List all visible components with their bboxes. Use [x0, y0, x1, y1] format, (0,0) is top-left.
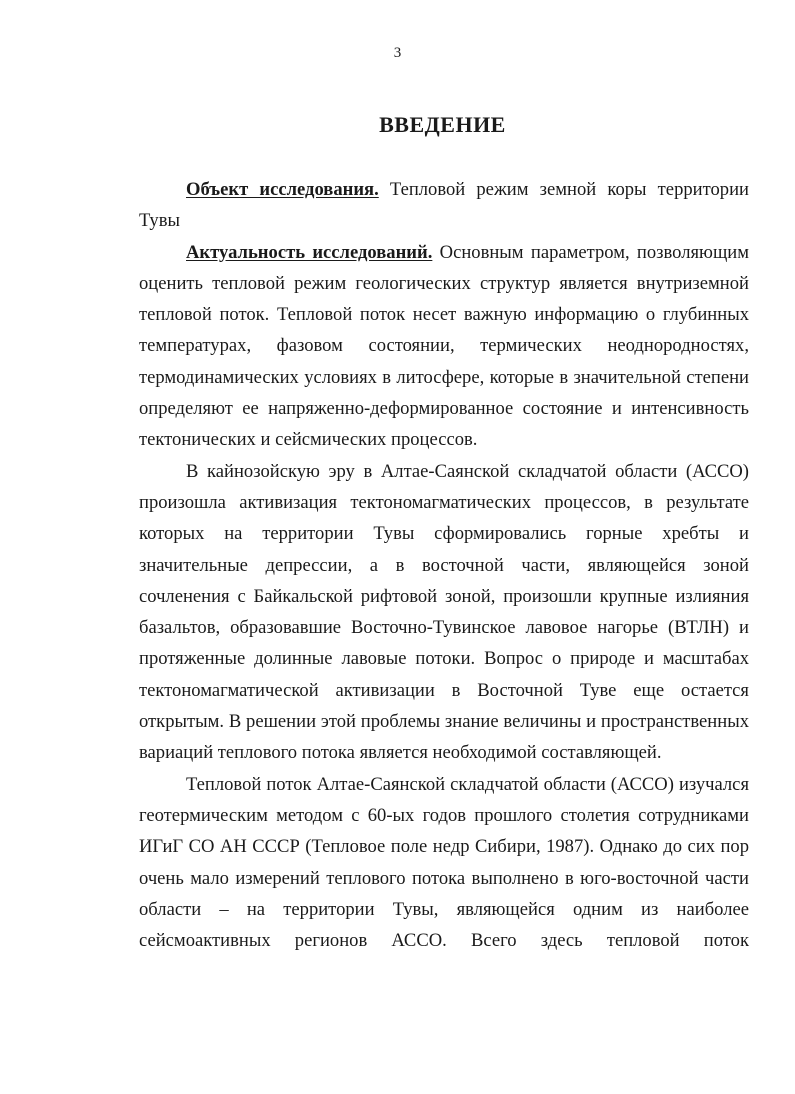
section-heading: ВВЕДЕНИЕ — [379, 112, 506, 137]
paragraph-heat-flow — [139, 769, 749, 957]
paragraph-term: Объект исследования. — [186, 179, 379, 200]
paragraph-relevance — [139, 237, 749, 456]
paragraph-object — [139, 174, 749, 237]
paragraph-cenozoic — [139, 456, 749, 769]
paragraph-text: Тепловой поток Алтае-Саянской складчатой области (АССО) изучался геотермическим методом с 60-ых годов прошлого столетия сотрудниками ИГиГ СО АН СССР (Тепловое поле недр Сибири, 1987). Однако до сих пор очень мало измерений теплового потока выполнено в юго-восточной части области – на территории Тувы, являющейся одним из наиболее сейсмоактивных регионов АССО. Всего здесь тепловой поток — [139, 773, 749, 952]
paragraph-term: Актуальность исследований. — [186, 241, 433, 263]
paragraph-text: Основным параметром, позволяющим оценить тепловой режим геологических структур является внутриземной тепловой поток. Тепловой поток несет важную информацию о глубинных температурах, фазовом состоянии, термических неоднородностях, термодинамических условиях в литосфере, которые в значительной степени определяют ее напряженно-деформированное состояние и интенсивность тектонических и сейсмических процессов. — [139, 241, 749, 451]
paragraph-text: Тепловой режим земной коры территории Тувы — [139, 179, 749, 232]
body-text — [139, 174, 749, 956]
paragraph-text: В кайнозойскую эру в Алтае-Саянской складчатой области (АССО) произошла активизация тектономагматических процессов, в результате которых на территории Тувы сформировались горные хребты и значительные депрессии, а в восточной части, являющейся зоной сочленения с Байкальской рифтовой зоной, произошли крупные излияния базальтов, образовавшие Восточно-Тувинское лавовое нагорье (ВТЛН) и протяженные долинные лавовые потоки. Вопрос о природе и масштабах тектономагматической активизации в Восточной Туве еще остается открытым. В решении этой проблемы знание величины и пространственных вариаций теплового потока является необходимой составляющей. — [139, 460, 749, 764]
page-number: 3 — [393, 45, 402, 61]
